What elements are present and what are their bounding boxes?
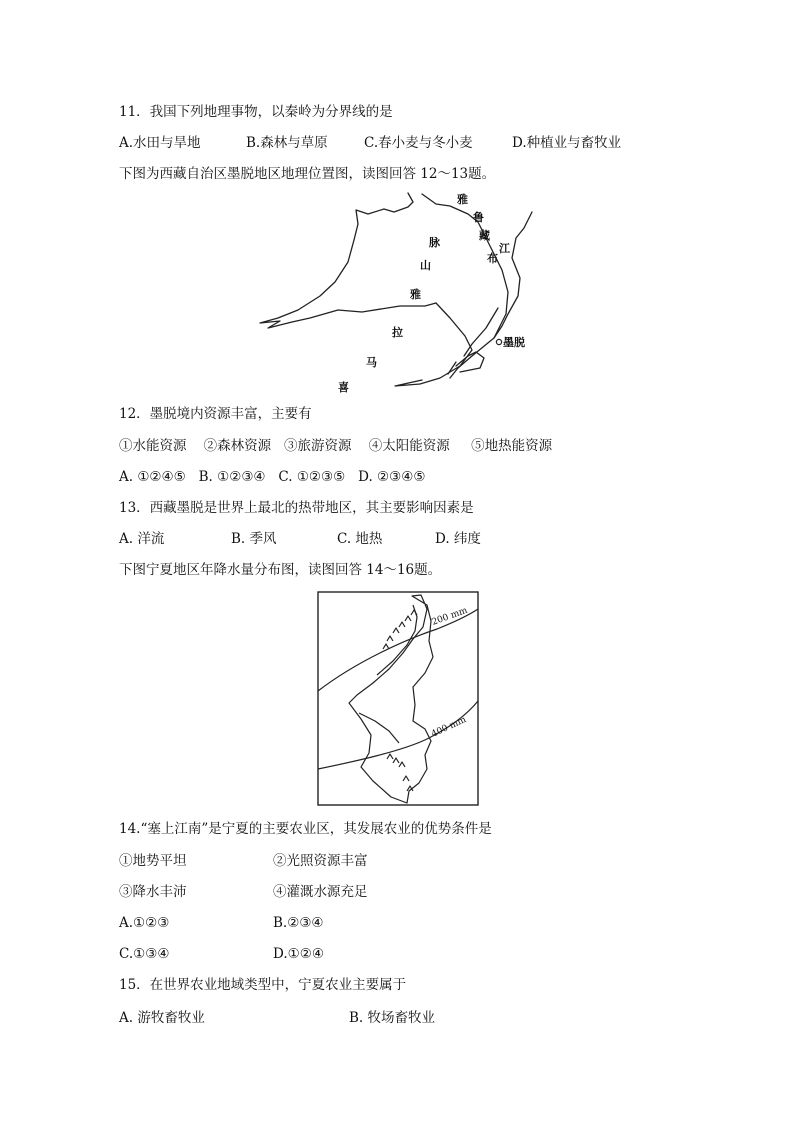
label-xi: 喜 <box>338 381 349 394</box>
q13-option-c: C. 地热 <box>337 531 383 547</box>
q15-stem: 15．在世界农业地域类型中，宁夏农业主要属于 <box>119 977 407 993</box>
label-lu: 鲁 <box>473 211 484 224</box>
q14-item-4: ④灌溉水源充足 <box>273 884 368 900</box>
isoline-200-label: 200 mm <box>430 605 469 628</box>
label-bu: 布 <box>487 252 498 265</box>
q14-item-1: ①地势平坦 <box>119 853 187 869</box>
q15-option-b: B. 牧场畜牧业 <box>349 1010 436 1026</box>
label-mai: 脉 <box>429 236 440 249</box>
q14-option-d: D.①②④ <box>273 946 324 962</box>
q14-option-b: B.②③④ <box>273 915 324 931</box>
q14-item-3: ③降水丰沛 <box>119 884 187 900</box>
label-jiang: 江 <box>499 242 510 255</box>
q11-option-c: C.春小麦与冬小麦 <box>364 135 473 151</box>
q12-options: A. ①②④⑤ B. ①②③④ C. ①②③⑤ D. ②③④⑤ <box>119 469 426 485</box>
label-ma: 马 <box>366 356 377 369</box>
q11-stem: 11．我国下列地理事物，以秦岭为分界线的是 <box>119 104 393 120</box>
q13-option-a: A. 洋流 <box>119 531 165 547</box>
intro-12-13: 下图为西藏自治区墨脱地区地理位置图，读图回答 12～13题。 <box>119 166 496 182</box>
isoline-400-label: 400 mm <box>430 714 468 740</box>
q14-stem: 14.“塞上江南”是宁夏的主要农业区，其发展农业的优势条件是 <box>119 821 492 837</box>
q15-option-a: A. 游牧畜牧业 <box>119 1010 205 1026</box>
q14-item-2: ②光照资源丰富 <box>273 853 368 869</box>
label-motuo: 墨脱 <box>503 336 525 349</box>
q11-option-b: B.森林与草原 <box>246 135 328 151</box>
q13-option-d: D. 纬度 <box>435 531 481 547</box>
intro-14-16: 下图宁夏地区年降水量分布图，读图回答 14～16题。 <box>119 562 442 578</box>
q12-items: ①水能资源 ②森林资源 ③旅游资源 ④太阳能资源 ⑤地热能资源 <box>119 438 553 454</box>
q14-option-a: A.①②③ <box>119 915 170 931</box>
label-shan: 山 <box>420 259 431 272</box>
q14-option-c: C.①③④ <box>119 946 170 962</box>
label-ya1: 雅 <box>457 193 468 206</box>
q13-option-b: B. 季风 <box>231 531 277 547</box>
label-ya2: 雅 <box>410 288 421 301</box>
q13-stem: 13．西藏墨脱是世界上最北的热带地区，其主要影响因素是 <box>119 500 474 516</box>
q11-option-a: A.水田与旱地 <box>119 135 201 151</box>
motuo-marker <box>496 339 501 344</box>
label-zang: 藏 <box>479 229 490 242</box>
ningxia-precipitation-map <box>317 591 479 806</box>
q11-option-d: D.种植业与畜牧业 <box>512 135 622 151</box>
motuo-location-map <box>250 188 550 400</box>
label-la: 拉 <box>392 326 403 339</box>
q12-stem: 12．墨脱境内资源丰富，主要有 <box>119 406 312 422</box>
